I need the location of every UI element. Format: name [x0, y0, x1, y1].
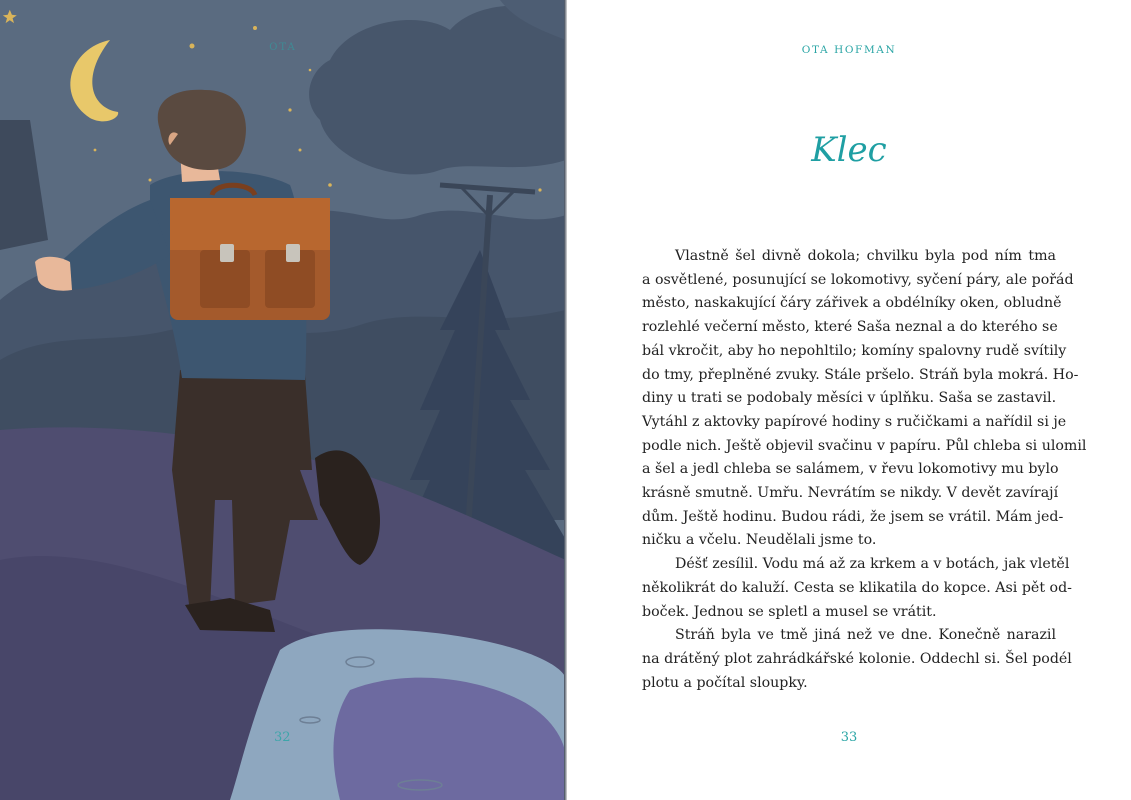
text-line: rozlehlé večerní město, které Saša neznal a do kterého se — [642, 319, 1058, 336]
text-line: město, naskakující čáry zářivek a obdélníky oken, obludně — [642, 295, 1062, 312]
chapter-title: Klec — [811, 130, 887, 170]
text-line: několikrát do kaluží. Cesta se klikatila do kopce. Asi pět od- — [642, 579, 1072, 596]
text-line: boček. Jednou se spletl a musel se vrátit. — [642, 603, 937, 620]
body-text — [642, 245, 1087, 695]
paragraph-2 — [642, 553, 1072, 624]
text-line: podle nich. Ještě objevil svačinu v papíru. Půl chleba si ulomil — [642, 437, 1087, 454]
satchel-clasp-left — [220, 244, 234, 262]
text-line: Stráň byla ve tmě jiná než ve dne. Konečně narazil — [675, 627, 1056, 644]
text-line: a osvětlené, posunující se lokomotivy, syčení páry, ale pořád — [642, 271, 1074, 288]
text-line: plotu a počítal sloupky. — [642, 674, 808, 691]
running-head-left: OTA — [269, 42, 297, 53]
text-line: bál vkročit, aby ho nepohltilo; komíny spalovny rudě svítily — [642, 342, 1067, 359]
satchel-flap — [170, 198, 330, 250]
paragraph-1 — [642, 245, 1087, 553]
text-line: dům. Ještě hodinu. Budou rádi, že jsem se vrátil. Mám jed- — [642, 508, 1064, 525]
text-line: Vlastně šel divně dokola; chvilku byla pod ním tma — [675, 248, 1056, 264]
page-number-left: 32 — [274, 730, 291, 745]
paragraph-3 — [642, 624, 1072, 695]
right-page — [567, 0, 1131, 800]
running-head-author: OTA HOFMAN — [801, 44, 897, 56]
text-line: Déšť zesílil. Vodu má až za krkem a v botách, jak vletěl — [675, 556, 1070, 573]
text-line: Vytáhl z aktovky papírové hodiny s ručičkami a nařídil si je — [642, 413, 1067, 430]
text-line: a šel a jedl chleba se salámem, v řevu lokomotivy mu bylo — [642, 461, 1059, 478]
text-line: diny u trati se podobaly měsíci v úplňku. Saša se zastavil. — [642, 390, 1057, 407]
text-line: krásně smutně. Umřu. Nevrátím se nikdy. V devět zavírají — [642, 485, 1059, 502]
satchel-clasp-right — [286, 244, 300, 262]
text-line: na drátěný plot zahrádkářské kolonie. Oddechl si. Šel podél — [642, 650, 1072, 667]
page-number-right: 33 — [840, 730, 858, 745]
text-line: do tmy, přeplněné zvuky. Stále pršelo. Stráň byla mokrá. Ho- — [642, 366, 1079, 383]
text-line: ničku a včelu. Neudělali jsme to. — [642, 532, 877, 549]
